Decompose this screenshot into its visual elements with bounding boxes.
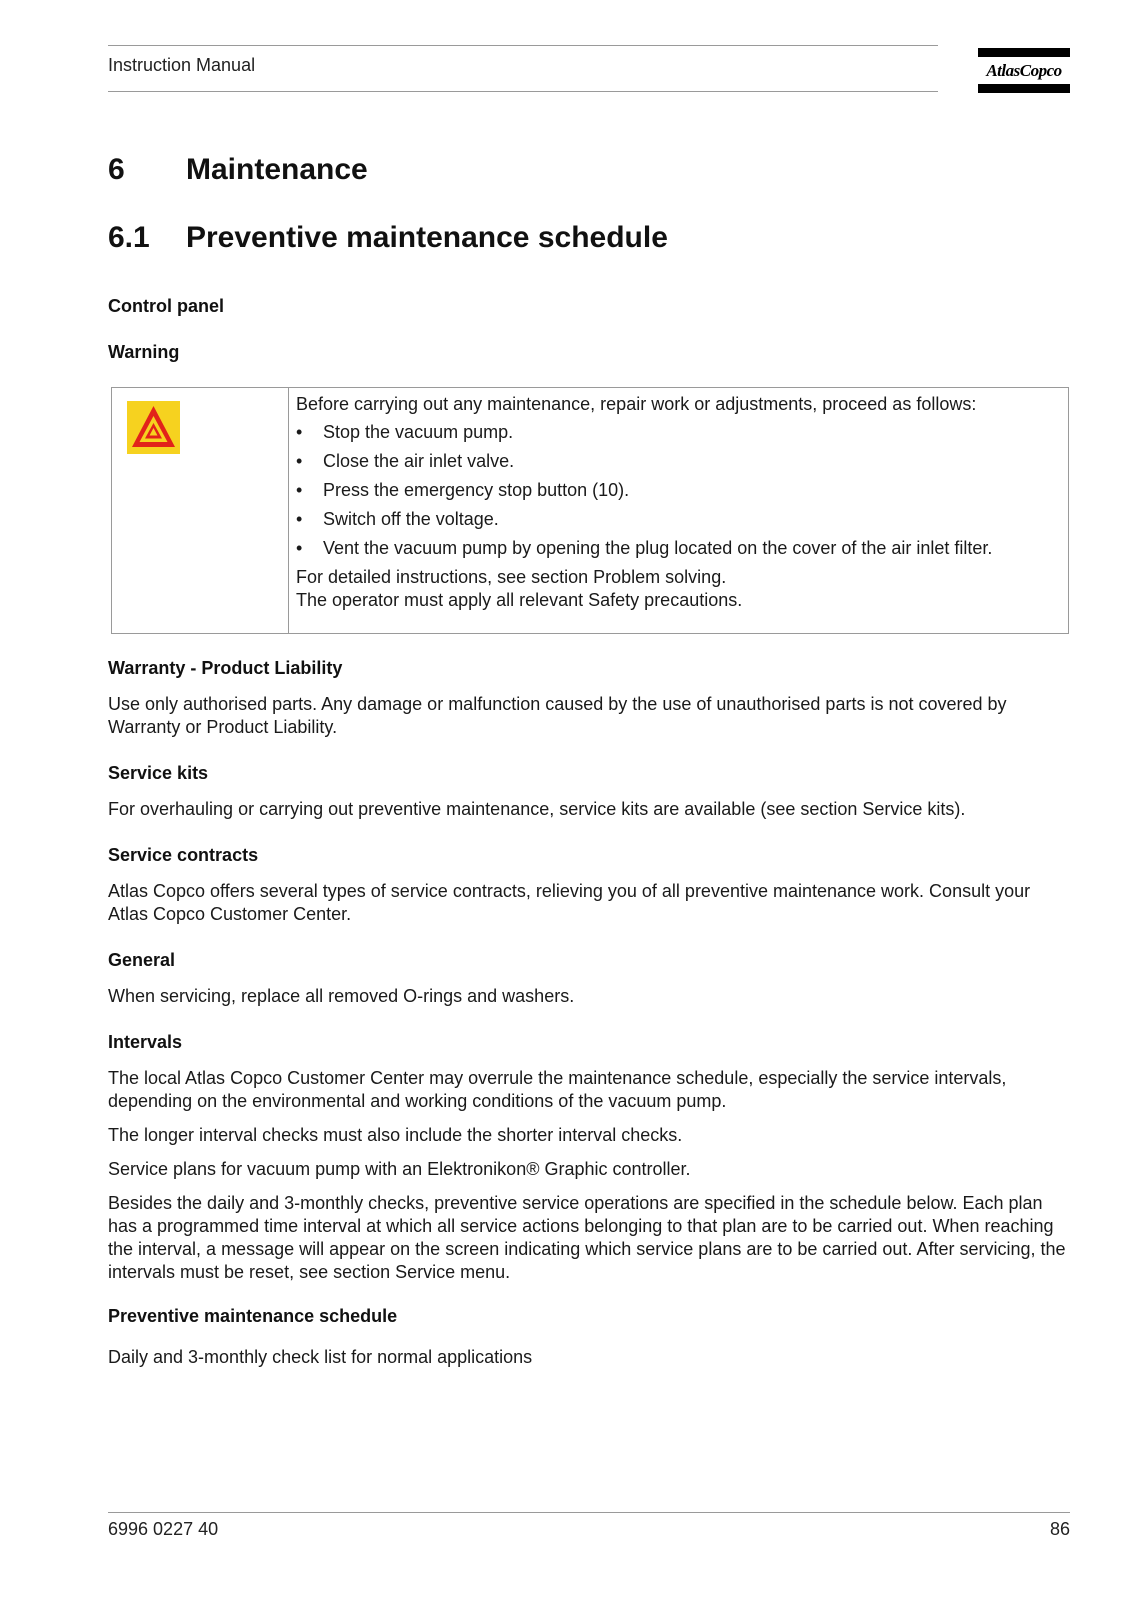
list-item-text: Stop the vacuum pump.	[323, 422, 514, 442]
page-number: 86	[1049, 1519, 1070, 1539]
logo-bottom-bar	[978, 84, 1070, 93]
service-contracts-text: Atlas Copco offers several types of service contracts, relieving you of all preventive maintenance work. Consult your Atlas Copco Customer Center.	[108, 881, 1031, 924]
warning-intro: Before carrying out any maintenance, repair work or adjustments, proceed as follows:	[296, 394, 977, 414]
bullet-icon: •	[296, 480, 303, 500]
intervals-paragraph-3: Service plans for vacuum pump with an Elektronikon® Graphic controller.	[108, 1159, 691, 1179]
section-title: Preventive maintenance schedule	[186, 221, 668, 254]
list-item	[296, 450, 1056, 473]
warning-heading: Warning	[108, 342, 180, 362]
warning-box-divider	[288, 388, 289, 633]
list-item	[296, 508, 1056, 531]
list-item	[296, 479, 1056, 502]
schedule-text: Daily and 3-monthly check list for normal applications	[108, 1347, 533, 1367]
chapter-number: 6	[108, 153, 125, 186]
header-bottom-rule	[108, 91, 938, 92]
document-number: 6996 0227 40	[108, 1519, 219, 1539]
bullet-icon: •	[296, 509, 303, 529]
list-item-text: Switch off the voltage.	[323, 509, 499, 529]
list-item-text: Press the emergency stop button (10).	[323, 480, 630, 500]
list-item	[296, 421, 1056, 444]
logo-text: AtlasCopco	[986, 61, 1062, 80]
section-number: 6.1	[108, 221, 150, 254]
logo-top-bar	[978, 48, 1070, 57]
warning-outro-safety: The operator must apply all relevant Safety precautions.	[296, 590, 743, 610]
general-heading: General	[108, 950, 176, 970]
service-contracts-heading: Service contracts	[108, 845, 259, 865]
intervals-paragraph-4: Besides the daily and 3-monthly checks, preventive service operations are specified in the schedule below. Each plan has a programmed time interval at which all service actions belonging to that plan are to be carried out. When reaching the interval, a message will appear on the screen indicating which service plans are to be carried out. After servicing, the intervals must be reset, see section Service menu.	[108, 1193, 1066, 1282]
service-kits-text: For overhauling or carrying out preventive maintenance, service kits are available (see section Service kits).	[108, 799, 966, 819]
service-kits-heading: Service kits	[108, 763, 209, 783]
intervals-paragraph-1: The local Atlas Copco Customer Center may overrule the maintenance schedule, especially the service intervals, depending on the environmental and working conditions of the vacuum pump.	[108, 1068, 1007, 1111]
warning-outro-problem-solving: For detailed instructions, see section Problem solving.	[296, 567, 727, 587]
warning-text	[296, 393, 1056, 612]
list-item	[296, 537, 1056, 560]
bullet-icon: •	[296, 422, 303, 442]
intervals-paragraph-2: The longer interval checks must also include the shorter interval checks.	[108, 1125, 683, 1145]
warning-steps-list	[296, 421, 1056, 560]
chapter-title: Maintenance	[186, 153, 368, 186]
section-heading	[108, 221, 668, 255]
warning-box	[111, 387, 1069, 634]
header-top-rule	[108, 45, 938, 46]
warranty-text: Use only authorised parts. Any damage or malfunction caused by the use of unauthorised parts is not covered by Warranty or Product Liability.	[108, 694, 1007, 737]
control-panel-heading: Control panel	[108, 296, 224, 316]
bullet-icon: •	[296, 451, 303, 471]
intervals-heading: Intervals	[108, 1032, 183, 1052]
list-item-text: Close the air inlet valve.	[323, 451, 515, 471]
chapter-heading	[108, 153, 368, 187]
bullet-icon: •	[296, 538, 303, 558]
list-item-text: Vent the vacuum pump by opening the plug located on the cover of the air inlet filter.	[323, 538, 993, 558]
header-title: Instruction Manual	[108, 55, 256, 75]
footer-rule	[108, 1512, 1070, 1513]
warning-triangle-icon	[127, 401, 180, 454]
atlas-copco-logo	[978, 48, 1070, 94]
schedule-heading: Preventive maintenance schedule	[108, 1306, 398, 1326]
general-text: When servicing, replace all removed O-rings and washers.	[108, 986, 575, 1006]
warranty-heading: Warranty - Product Liability	[108, 658, 343, 678]
